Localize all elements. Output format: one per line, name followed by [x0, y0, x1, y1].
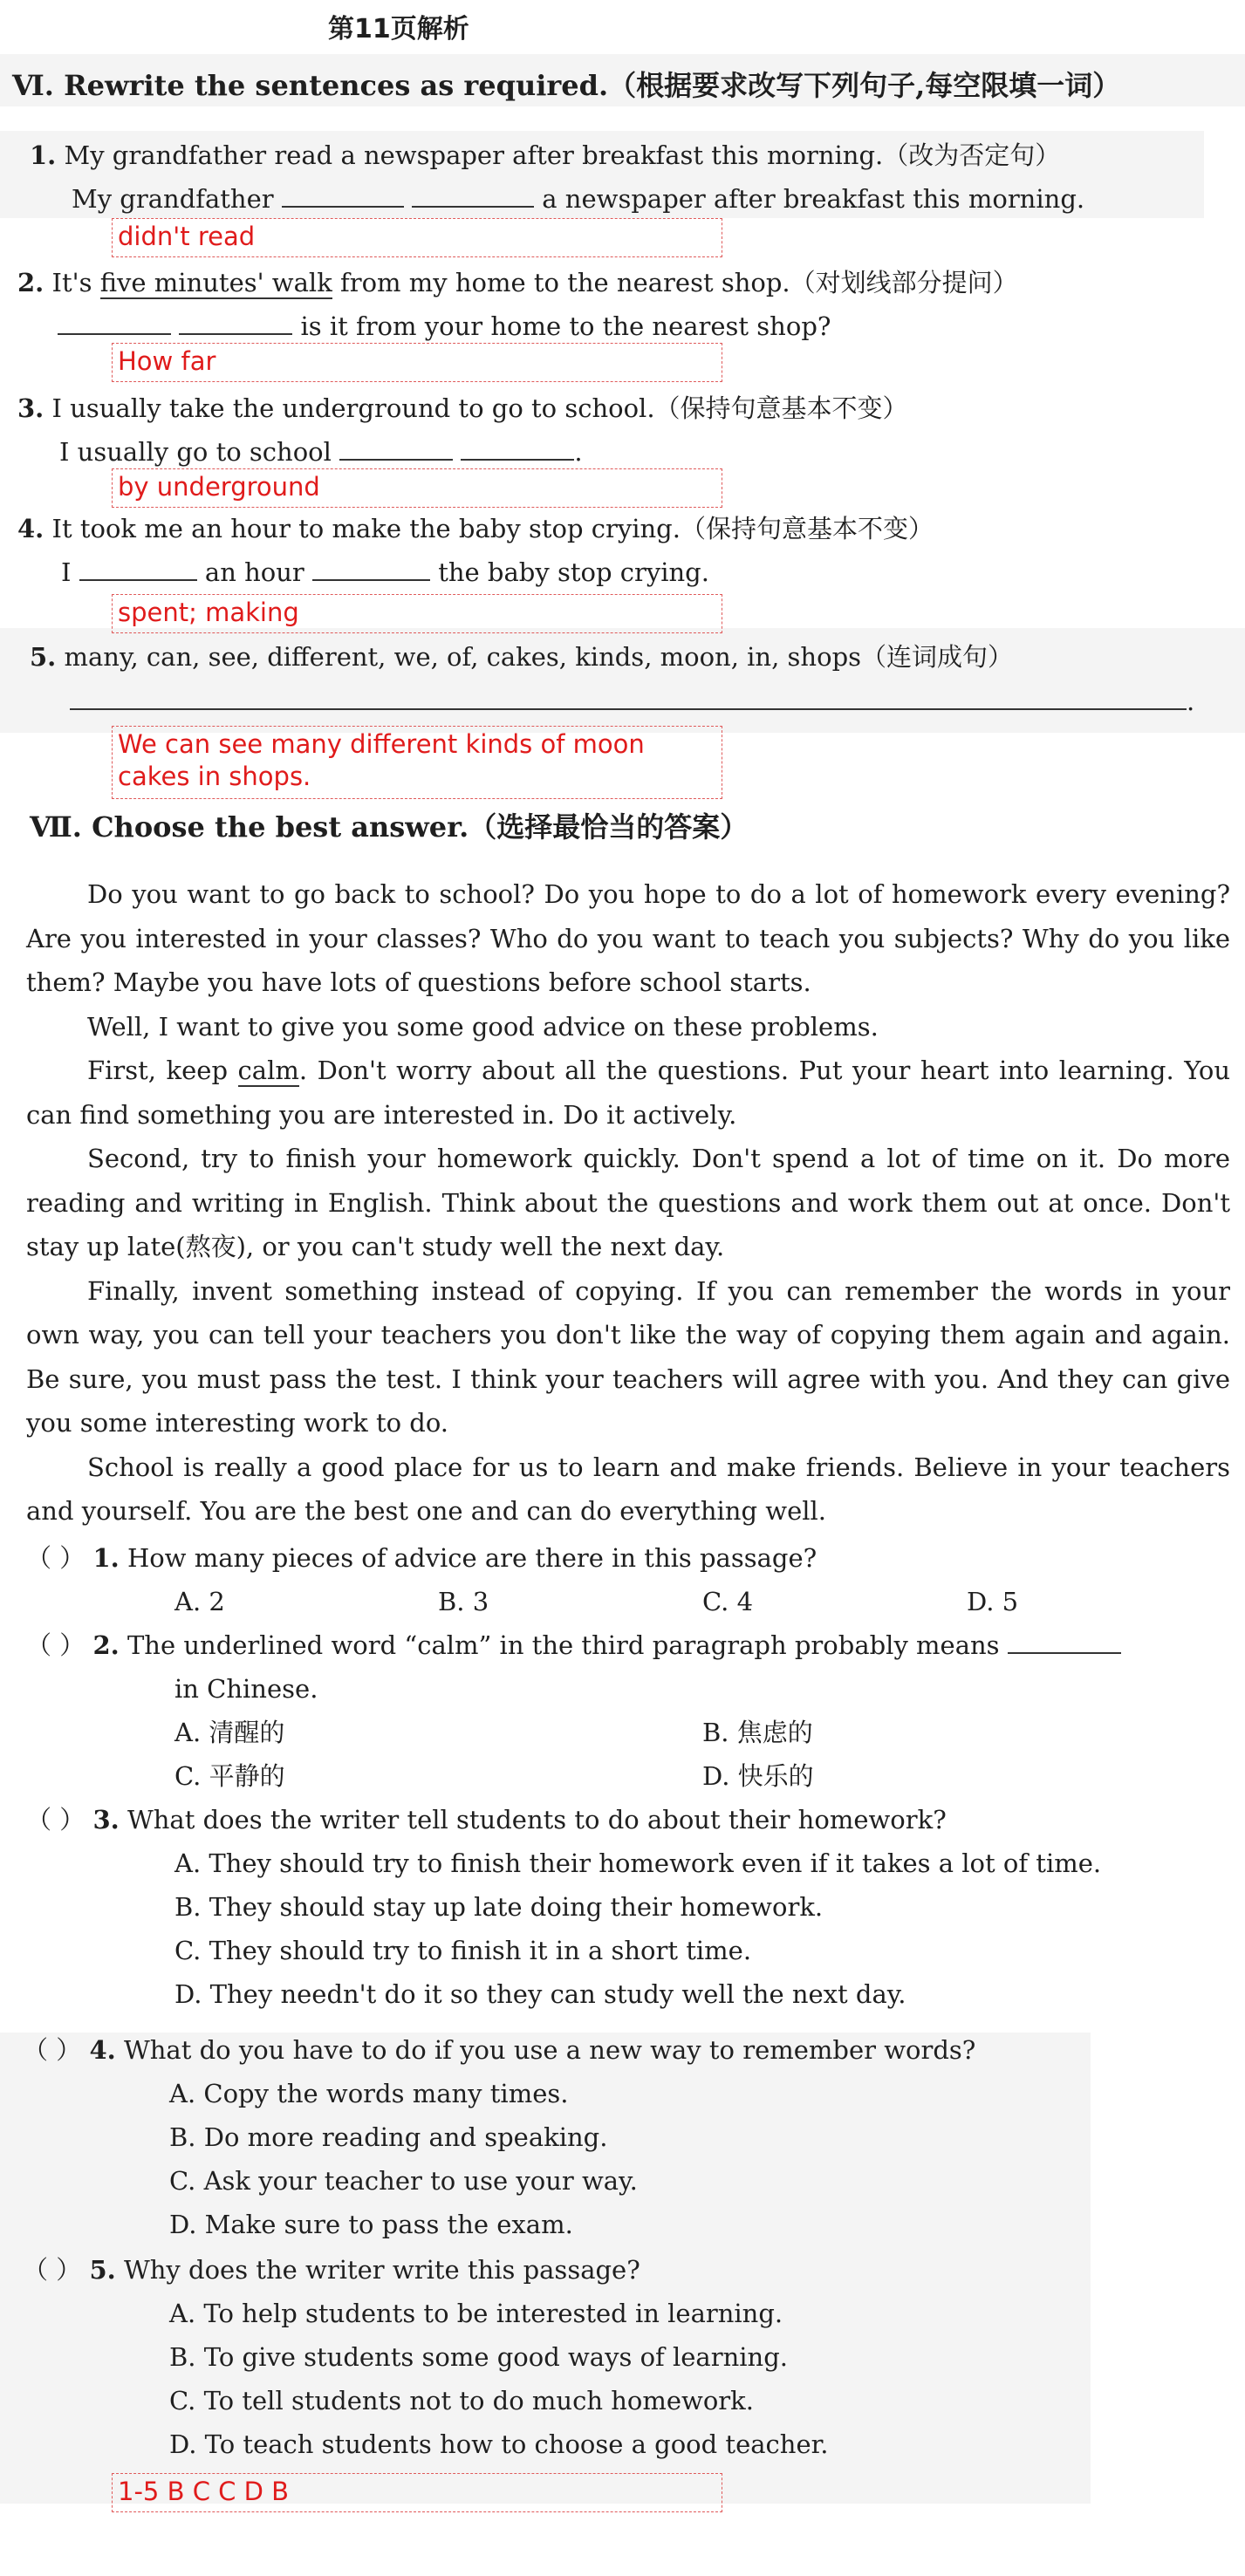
- item1-line1: [30, 140, 1060, 171]
- item5-answer-box: We can see many different kinds of moon cakes in shops.: [112, 726, 722, 799]
- item2-line1: [17, 267, 1018, 298]
- item2-answer-box: How far: [112, 343, 722, 382]
- passage-paragraph: Second, try to finish your homework quickly. Don't spend a lot of time on it. Do more reading and writing in English. Think about the questions and work them out at once. Don't stay up late(熬夜), or you can't study well the next day.: [26, 1144, 1230, 1261]
- long-blank: [70, 687, 1187, 710]
- item4-line2: [61, 557, 709, 588]
- blank: [461, 438, 574, 461]
- item3-line2-pre: I usually go to school: [59, 437, 332, 467]
- item5-number: 5.: [30, 642, 57, 672]
- q1-option-b: B. 3: [438, 1587, 489, 1616]
- item1-line2-post: a newspaper after breakfast this morning.: [542, 184, 1085, 214]
- q2-option-d: D. 快乐的: [702, 1761, 814, 1791]
- item5-line1: [30, 641, 1013, 673]
- q4-option-a: A. Copy the words many times.: [169, 2079, 569, 2108]
- item2-pre: It's: [51, 268, 100, 297]
- item1-sentence: My grandfather read a newspaper after breakfast this morning.（改为否定句）: [64, 140, 1061, 170]
- item2-number: 2.: [17, 268, 44, 297]
- answer-bracket: （ ）: [23, 2255, 82, 2285]
- q1-stem: （ ） 1. How many pieces of advice are there in this passage?: [26, 1543, 817, 1573]
- q2-option-c: C. 平静的: [174, 1761, 285, 1791]
- q1-option-c: C. 4: [702, 1587, 754, 1616]
- item3-number: 3.: [17, 393, 44, 423]
- item1-answer-box: didn't read: [112, 218, 722, 257]
- q3-option-a: A. They should try to finish their homework even if it takes a lot of time.: [174, 1848, 1102, 1878]
- q3-stem: （ ） 3. What does the writer tell students to do about their homework?: [26, 1805, 947, 1835]
- q5-option-d: D. To teach students how to choose a good teacher.: [169, 2429, 829, 2459]
- passage: [26, 872, 1230, 1534]
- blank: [412, 185, 534, 208]
- q5-option-b: B. To give students some good ways of learning.: [169, 2342, 788, 2372]
- item1-number: 1.: [30, 140, 57, 170]
- item5-line2-end: .: [1187, 687, 1195, 716]
- q4-stem: （ ） 4. What do you have to do if you use a new way to remember words?: [23, 2035, 976, 2065]
- item1-line2: [72, 183, 1084, 215]
- item2-underlined: five minutes' walk: [99, 268, 332, 297]
- item5-words: many, can, see, different, we, of, cakes, kinds, moon, in, shops（连词成句）: [64, 642, 1014, 672]
- item3-sentence: I usually take the underground to go to school.（保持句意基本不变）: [51, 393, 908, 423]
- item1-line2-pre: My grandfather: [72, 184, 274, 214]
- item4-line2-a: I: [61, 557, 72, 587]
- answer-bracket: （ ）: [26, 1543, 86, 1573]
- q5-stem: （ ） 5. Why does the writer write this passage?: [23, 2255, 640, 2285]
- q2-stem: （ ） 2. The underlined word “calm” in the third paragraph probably means: [26, 1630, 1121, 1661]
- passage-paragraph: Well, I want to give you some good advice on these problems.: [87, 1011, 879, 1042]
- q3-option-d: D. They needn't do it so they can study well the next day.: [174, 1979, 906, 2009]
- item3-line2-post: .: [574, 437, 583, 467]
- item2-line2: [58, 311, 831, 342]
- passage-paragraph: School is really a good place for us to learn and make friends. Believe in your teachers and yourself. You are the best one and can do everything well.: [26, 1452, 1230, 1526]
- item4-sentence: It took me an hour to make the baby stop crying.（保持句意基本不变）: [51, 514, 934, 543]
- blank: [339, 438, 453, 461]
- section7-heading: Ⅶ. Choose the best answer.（选择最恰当的答案）: [30, 810, 749, 844]
- q1-option-d: D. 5: [967, 1587, 1019, 1616]
- blank: [282, 185, 404, 208]
- underlined-calm: calm: [237, 1056, 299, 1085]
- item3-line1: [17, 393, 908, 424]
- q5-option-a: A. To help students to be interested in learning.: [169, 2299, 783, 2328]
- page-title: 第11页解析: [328, 14, 469, 44]
- item4-line1: [17, 513, 934, 544]
- item4-line2-c: the baby stop crying.: [438, 557, 709, 587]
- item3-line2: [59, 436, 583, 468]
- item4-line2-b: an hour: [204, 557, 304, 587]
- item3-answer-box: by underground: [112, 468, 722, 508]
- item5-line2: [70, 686, 1194, 717]
- item2-line2-post: is it from your home to the nearest shop?: [300, 311, 831, 341]
- q1-option-a: A. 2: [174, 1587, 225, 1616]
- blank: [179, 312, 292, 335]
- passage-paragraph: Do you want to go back to school? Do you hope to do a lot of homework every evening? Are you interested in your classes? Who do you want to teach you subjects? Why do you like them? Maybe you have lots of questions before school starts.: [26, 879, 1230, 997]
- q2-option-b: B. 焦虑的: [702, 1718, 813, 1747]
- passage-paragraph: First, keep calm. Don't worry about all the questions. Put your heart into learning. You can find something you are interested in. Do it actively.: [26, 1056, 1231, 1130]
- q4-option-b: B. Do more reading and speaking.: [169, 2122, 608, 2152]
- section6-heading: Ⅵ. Rewrite the sentences as required.（根据要求改写下列句子,每空限填一词）: [12, 69, 1121, 102]
- q4-option-d: D. Make sure to pass the exam.: [169, 2210, 573, 2239]
- blank: [1008, 1631, 1121, 1654]
- blank: [58, 312, 171, 335]
- q5-option-c: C. To tell students not to do much homework.: [169, 2386, 754, 2415]
- blank: [312, 558, 430, 581]
- item4-answer-box: spent; making: [112, 594, 722, 633]
- answer-bracket: （ ）: [26, 1805, 86, 1835]
- q3-option-c: C. They should try to finish it in a short time.: [174, 1936, 752, 1965]
- q4-option-c: C. Ask your teacher to use your way.: [169, 2166, 638, 2196]
- item4-number: 4.: [17, 514, 44, 543]
- answer-bracket: （ ）: [26, 1630, 86, 1660]
- section7-answer-box: 1-5 B C C D B: [112, 2473, 722, 2512]
- q3-option-b: B. They should stay up late doing their homework.: [174, 1892, 824, 1922]
- q2-option-a: A. 清醒的: [174, 1718, 285, 1747]
- item2-post: from my home to the nearest shop.（对划线部分提问）: [332, 268, 1018, 297]
- answer-bracket: （ ）: [23, 2035, 82, 2065]
- passage-paragraph: Finally, invent something instead of copying. If you can remember the words in your own way, you can tell your teachers you don't like the way of copying them again and again. Be sure, you must pass the test. I think your teachers will agree with you. And they can give you some interesting work to do.: [26, 1275, 1230, 1438]
- q2-stem-cont: in Chinese.: [174, 1674, 318, 1704]
- blank: [79, 558, 197, 581]
